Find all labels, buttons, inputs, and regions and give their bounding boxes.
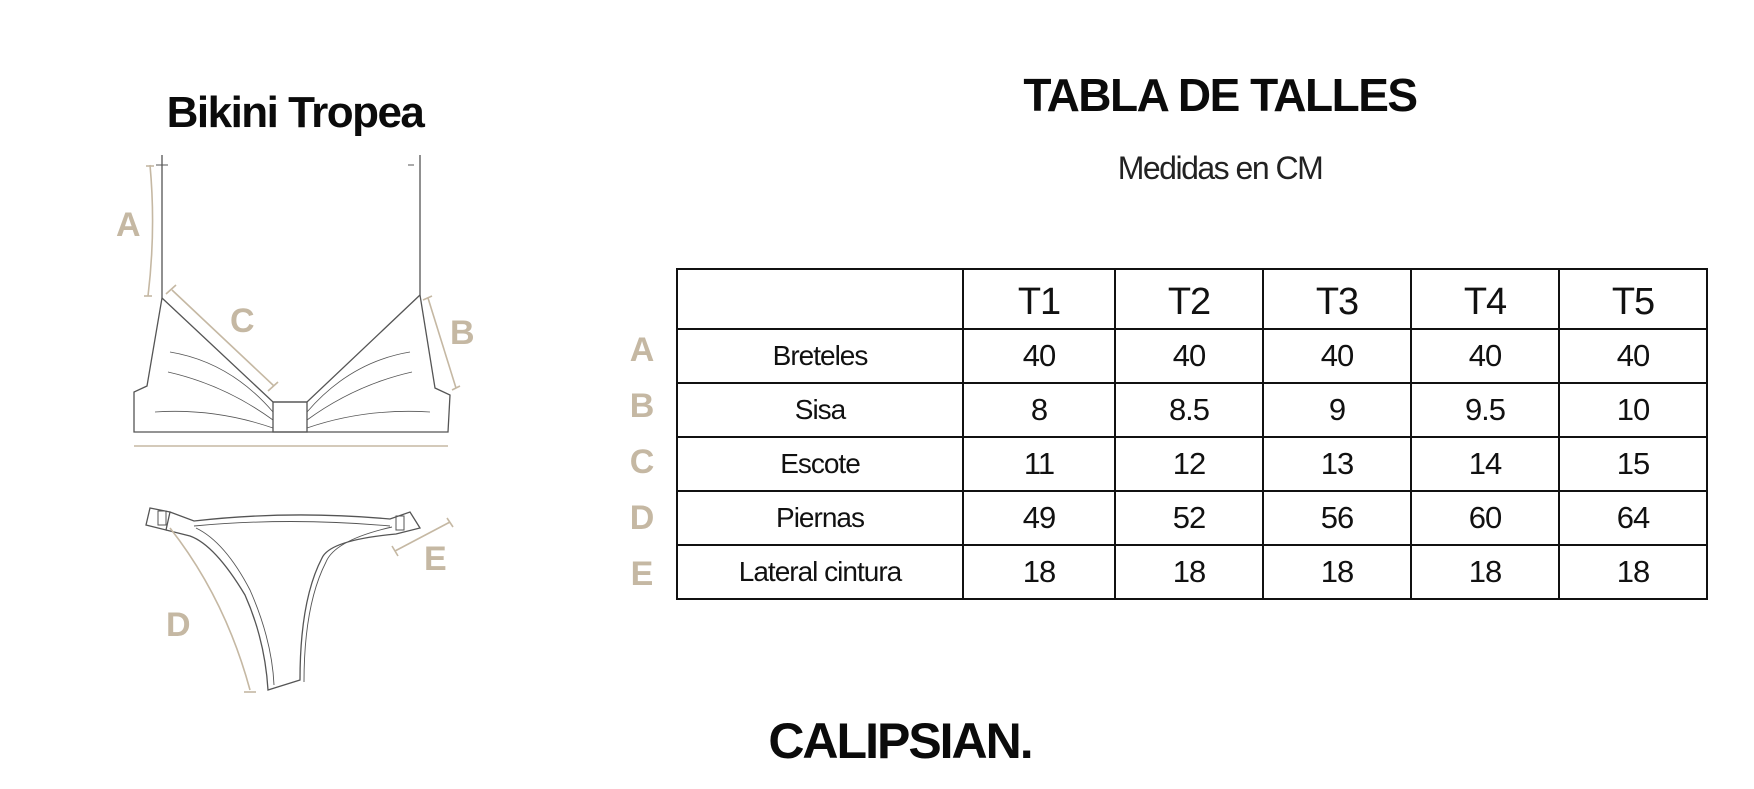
cell-value: 15 — [1559, 437, 1707, 491]
row-label: Breteles — [677, 329, 963, 383]
table-row — [677, 383, 1707, 437]
cell-value: 40 — [1411, 329, 1559, 383]
cell-value: 8.5 — [1115, 383, 1263, 437]
row-letter: A — [629, 331, 655, 369]
diagram-label-d: D — [166, 606, 191, 644]
row-label: Sisa — [677, 383, 963, 437]
diagram-label-c: C — [230, 302, 255, 340]
bikini-diagram — [0, 0, 600, 789]
cell-value: 18 — [1559, 545, 1707, 599]
table-row — [677, 545, 1707, 599]
header-size: T2 — [1115, 269, 1263, 329]
cell-value: 60 — [1411, 491, 1559, 545]
cell-value: 9 — [1263, 383, 1411, 437]
table-header-row — [677, 269, 1707, 329]
diagram-label-a: A — [116, 206, 141, 244]
cell-value: 64 — [1559, 491, 1707, 545]
cell-value: 52 — [1115, 491, 1263, 545]
cell-value: 40 — [1115, 329, 1263, 383]
header-empty-cell — [677, 269, 963, 329]
table-title: TABLA DE TALLES — [1023, 69, 1417, 121]
header-size: T5 — [1559, 269, 1707, 329]
cell-value: 49 — [963, 491, 1115, 545]
product-title: Bikini Tropea — [166, 88, 424, 137]
row-label: Piernas — [677, 491, 963, 545]
row-letter: B — [629, 387, 655, 425]
cell-value: 11 — [963, 437, 1115, 491]
table-subtitle: Medidas en CM — [1117, 150, 1323, 186]
row-letter-column — [622, 322, 662, 602]
row-letter: D — [629, 499, 655, 537]
brand-logo: CALIPSIAN. — [768, 713, 1032, 769]
table-row — [677, 437, 1707, 491]
cell-value: 13 — [1263, 437, 1411, 491]
header-size: T4 — [1411, 269, 1559, 329]
cell-value: 14 — [1411, 437, 1559, 491]
row-label: Lateral cintura — [677, 545, 963, 599]
header-size: T1 — [963, 269, 1115, 329]
table-row — [677, 491, 1707, 545]
row-letter: E — [630, 555, 654, 593]
diagram-label-b: B — [450, 314, 475, 352]
cell-value: 10 — [1559, 383, 1707, 437]
header-size: T3 — [1263, 269, 1411, 329]
cell-value: 8 — [963, 383, 1115, 437]
table-row — [677, 329, 1707, 383]
size-table — [676, 268, 1708, 600]
cell-value: 40 — [1559, 329, 1707, 383]
cell-value: 9.5 — [1411, 383, 1559, 437]
cell-value: 12 — [1115, 437, 1263, 491]
cell-value: 18 — [1411, 545, 1559, 599]
cell-value: 40 — [963, 329, 1115, 383]
cell-value: 18 — [1115, 545, 1263, 599]
cell-value: 40 — [1263, 329, 1411, 383]
diagram-label-e: E — [424, 540, 447, 578]
row-letter: C — [629, 443, 655, 481]
cell-value: 18 — [963, 545, 1115, 599]
cell-value: 18 — [1263, 545, 1411, 599]
row-label: Escote — [677, 437, 963, 491]
cell-value: 56 — [1263, 491, 1411, 545]
